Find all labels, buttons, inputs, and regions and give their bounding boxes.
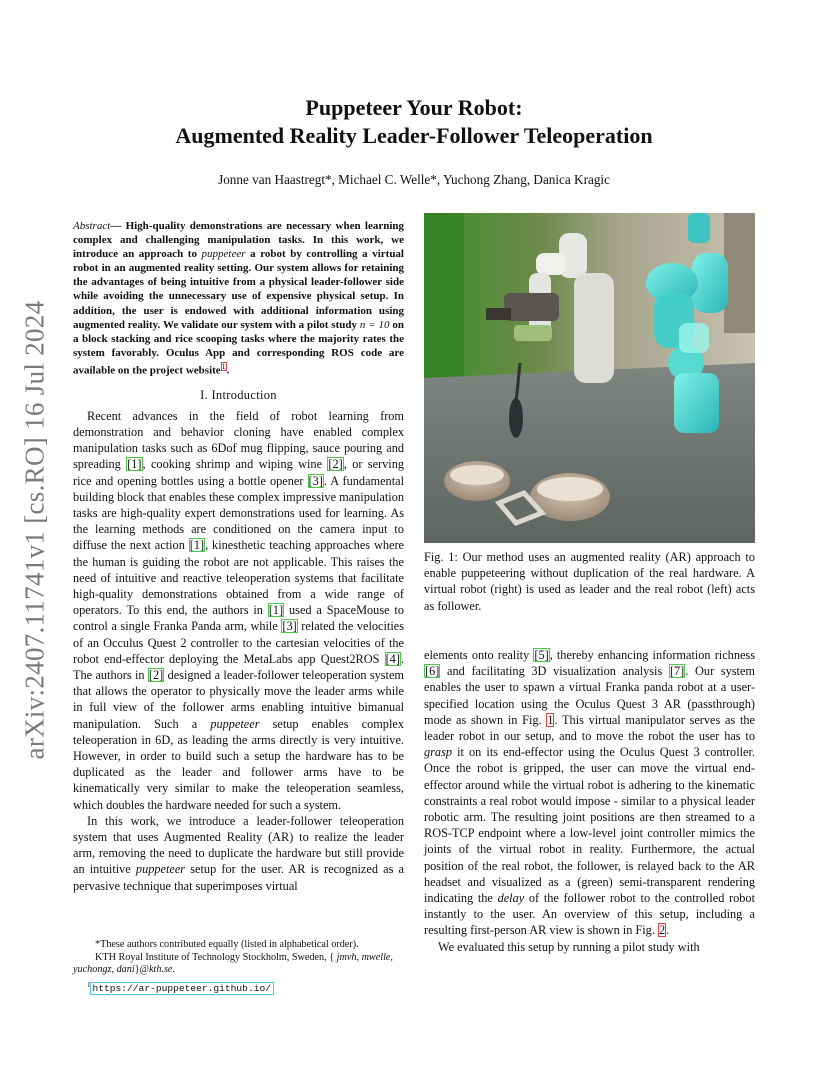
citation-link[interactable]: [3]	[282, 619, 297, 634]
citation-link[interactable]: [2]	[148, 667, 164, 682]
paper-title-line1: Puppeteer Your Robot:	[305, 95, 523, 120]
arxiv-identifier-text: arXiv:2407.11741v1 [cs.RO] 16 Jul 2024	[19, 300, 50, 760]
figure-ar-robot-photo	[424, 213, 755, 543]
author-list: Jonne van Haastregt*, Michael C. Welle*, Yuchong Zhang, Danica Kragic	[218, 172, 610, 187]
abstract-label: Abstract	[73, 220, 111, 232]
footnotes	[73, 939, 404, 996]
intro-paragraph-2: In this work, we introduce a leader-follower teleoperation system that uses Augmented Reality (AR) to realize the leader arm, removing the need to duplicate the hardware but still provide an intuitive puppeteer setup for the user. AR is recognized as a pervasive technique that superimposes virtual	[73, 813, 404, 893]
citation-link[interactable]: [6]	[425, 664, 440, 679]
paper-title-line2: Augmented Reality Leader-Follower Teleoperation	[175, 123, 653, 148]
figure-1-caption-block	[424, 549, 755, 614]
right-paragraph-2: We evaluated this setup by running a pilot study with	[438, 939, 700, 954]
figure-reference-link[interactable]: 1	[547, 712, 554, 727]
citation-link[interactable]: [3]	[308, 473, 323, 488]
left-column	[73, 219, 404, 894]
intro-paragraph-1: Recent advances in the field of robot learning from demonstration and behavior cloning have enabled complex manipulation tasks such as 6Dof mug flipping, sauce pouring and spreading [1], cooking shrimp and wiping wine [2], or serving rice and opening bottles using a bottle opener [3]. A fundamental building block that enables these complex impressive manipulation tasks are high-quality expert demonstrations used for learning. As the learning methods are conditioned on the camera input to diffuse the next action [1], kinesthetic teaching approaches where the human is guiding the robot are not applicable. This raises the need of intuitive and reactive teleoperation systems that facilitate high-quality demonstrations obtained from a wide range of operators. To this end, the authors in [1] used a SpaceMouse to control a single Franka Panda arm, while [3] related the velocities of an Occulus Quest 2 controller to the cartesian velocities of the robot end-effector deploying the MetaLabs app Quest2ROS [4]. The authors in [2] designed a leader-follower teleoperation system that allows the operator to physically move the leader arms while in full view of the follower arms enabling intuitive bimanual manipulation. Such a puppeteer setup enables complex teleoperation in 6D, as leading the arms directly is very intuitive. However, in order to build such a setup the hardware has to be duplicated as the leader and follower arms have to be kinematically very similar to make the teleoperation seamless, which doubles the hardware needed for such a system.	[73, 408, 405, 812]
footnote-equal-contribution: *These authors contributed equally (listed in alphabetical order).	[95, 939, 359, 950]
right-paragraph-1: elements onto reality [5], thereby enhancing information richness [6] and facilitating 3D visualization analysis [7]. Our system enables the user to spawn a virtual Franka panda robot at a user-specified location using the Oculus Quest 3 AR (passthrough) mode as shown in Fig. 1. This virtual manipulator serves as the leader robot in our setup, and to move the robot the user has to grasp it on its end-effector using the Oculus Quest 3 controller. Once the robot is gripped, the user can move the virtual end-effector around while the virtual robot is adhering to the kinematic constraints a real robot would impose - similar to a physical leader robotic arm. The resulting joint positions are then streamed to a ROS-TCP endpoint where a low-level joint controller mimics the joints of the virtual robot in reality. Furthermore, the actual position of the real robot, the follower, is relayed back to the AR headset and visualized as a (green) semi-transparent rendering indicating the delay of the follower robot to the controlled robot instantly to the user. An overview of this setup, including a resulting first-person AR view is shown in Fig. 2.	[424, 648, 755, 938]
abstract-n-equation: n = 10	[359, 318, 390, 331]
footnote-url: $^1$ https://ar-puppeteer.github.io/	[87, 980, 271, 995]
footnote-link[interactable]: 1	[221, 361, 226, 371]
citation-link[interactable]: [4]	[385, 651, 400, 666]
ar-robot-scene-image	[424, 213, 755, 543]
section-heading-introduction: I. Introduction	[200, 387, 277, 402]
figure-1-caption: Fig. 1: Our method uses an augmented reality (AR) approach to enable puppeteering without duplication of the real hardware. A virtual robot (right) is used as leader and the real robot (left) acts as follower.	[424, 550, 755, 613]
citation-link[interactable]: [1]	[268, 603, 284, 618]
citation-link[interactable]: [1]	[127, 457, 142, 472]
footnote-affiliation: KTH Royal Institute of Technology Stockholm, Sweden, { jmvh, mwelle, yuchongz, dani}@kth.se.	[73, 951, 393, 976]
citation-link[interactable]: [7]	[669, 664, 685, 679]
figure-reference-link[interactable]: 2	[658, 923, 666, 938]
right-column	[424, 647, 755, 955]
citation-link[interactable]: [1]	[189, 538, 205, 553]
abstract: Abstract— High-quality demonstrations are necessary when learning complex and challenging manipulation tasks. In this work, we introduce an approach to puppeteer a robot by controlling a virtual robot in an augmented reality setting. Our system allows for retaining the advantages of being intuitive from a physical leader-follower side while avoiding the unnecessary use of expensive physical setup. In addition, the user is endowed with additional information using augmented reality. We validate our system with a pilot study n = 10 on a block stacking and rice scooping tasks where the majority rates the system favorably. Oculus App and corresponding ROS code are available on the project website$^1$.	[73, 220, 405, 377]
arxiv-identifier	[12, 295, 58, 765]
citation-link[interactable]: [2]	[328, 457, 343, 472]
citation-link[interactable]: [5]	[534, 648, 549, 662]
project-website-link[interactable]: https://ar-puppeteer.github.io/	[92, 983, 271, 995]
